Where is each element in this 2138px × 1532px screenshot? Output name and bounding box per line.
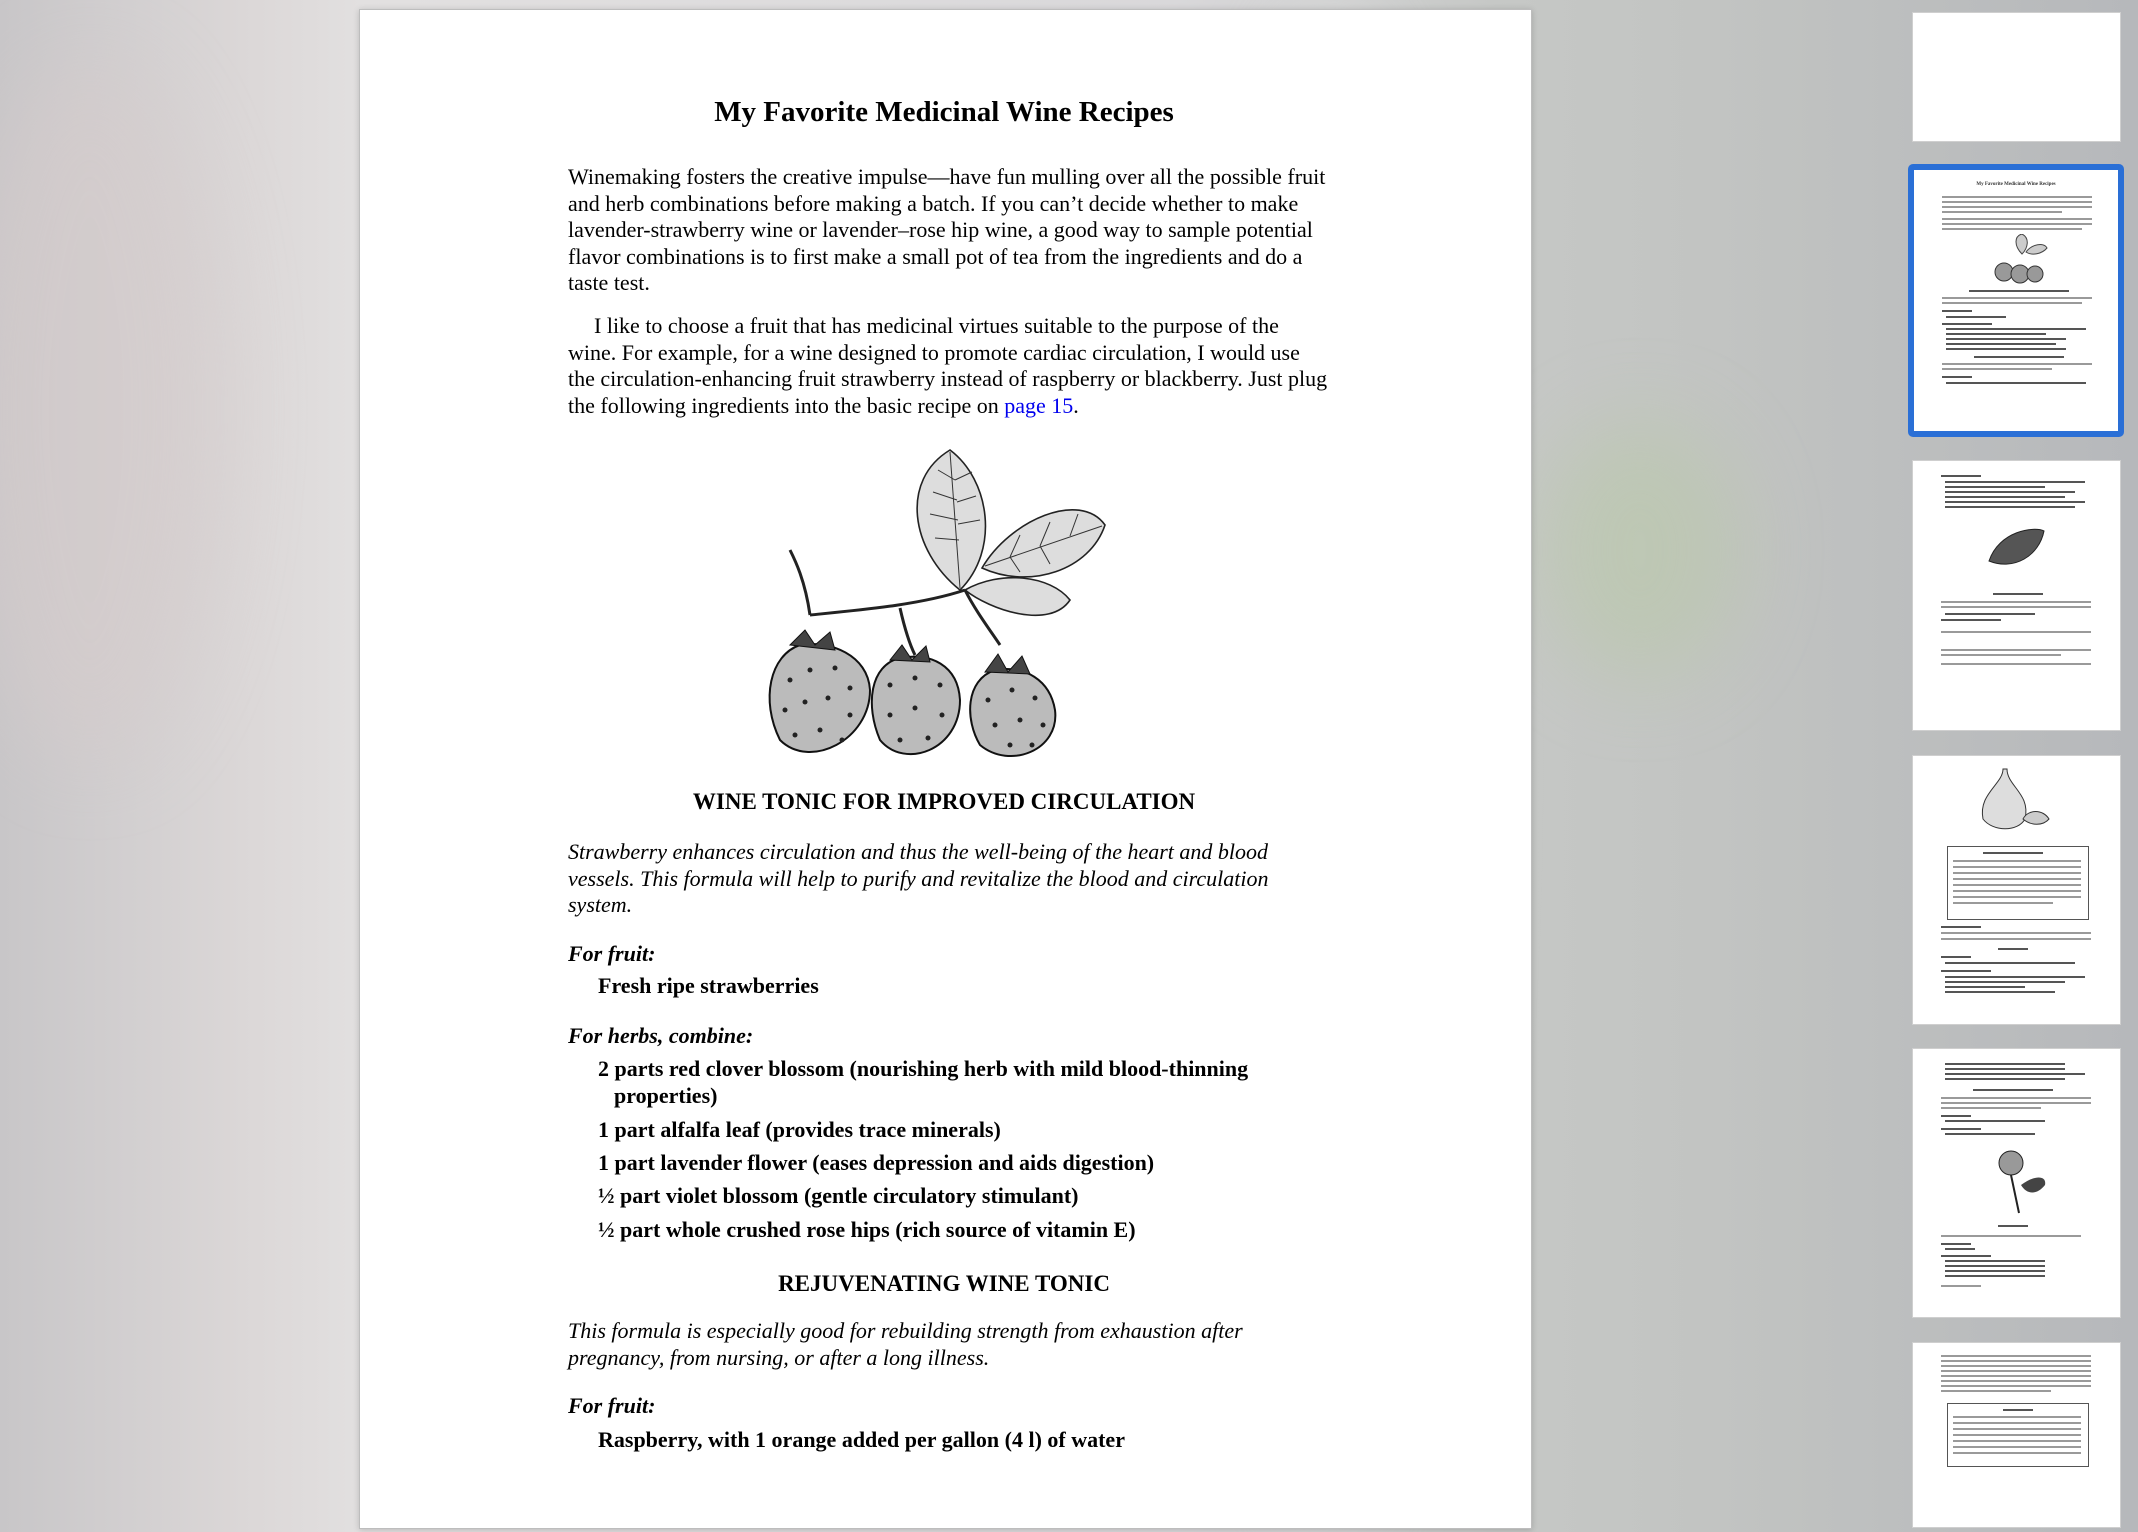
page-thumbnail-2[interactable] xyxy=(1908,164,2124,437)
strawberry-illustration xyxy=(750,440,1110,760)
fruit-item: Fresh ripe strawberries xyxy=(598,973,819,998)
second-paragraph xyxy=(568,313,1328,419)
thumbnail-flower-icon xyxy=(1989,1145,2049,1215)
herb-item: ½ part violet blossom (gentle circulatory stimulant) xyxy=(598,1183,1079,1208)
background-blur xyxy=(0,60,220,760)
fruit-label: For fruit: xyxy=(568,941,656,966)
page-thumbnail-1[interactable] xyxy=(1912,12,2121,142)
thumbnail-strawberry-icon xyxy=(1992,234,2048,284)
section-description-rejuvenating: This formula is especially good for rebuilding strength from exhaustion after pregnancy, from nursing, or after a long illness. xyxy=(568,1318,1243,1370)
background-blur xyxy=(1540,420,1740,680)
herb-item: 1 part alfalfa leaf (provides trace minerals) xyxy=(598,1117,1001,1142)
section-heading-circulation: WINE TONIC FOR IMPROVED CIRCULATION xyxy=(692,789,1196,814)
page-title: My Favorite Medicinal Wine Recipes xyxy=(714,96,1174,128)
page-thumbnail-5[interactable] xyxy=(1912,1048,2121,1318)
herbs-label: For herbs, combine: xyxy=(568,1023,754,1048)
document-page xyxy=(359,9,1532,1529)
strawberry-left xyxy=(770,644,870,752)
leaf-lower xyxy=(965,578,1070,616)
leaf-right xyxy=(982,510,1105,577)
intro-paragraph: Winemaking fosters the creative impulse—have fun mulling over all the possible fruit and herb combinations before making a batch. If you can’t decide whether to make lavender-strawberry wine or lavender–rose hip wine, a good way to sample potential flavor combinations is to first make a small pot of tea from the ingredients and do a taste test. xyxy=(568,164,1326,296)
strawberry-right xyxy=(970,669,1055,756)
herb-item: 2 parts red clover blossom (nourishing herb with mild blood-thinning properties) xyxy=(598,1056,1249,1108)
second-paragraph-end: . xyxy=(1073,392,1079,418)
page-thumbnail-6[interactable] xyxy=(1912,1342,2121,1528)
herb-item: 1 part lavender flower (eases depression and aids digestion) xyxy=(598,1150,1155,1175)
page-15-link[interactable]: page 15 xyxy=(1004,392,1074,418)
thumbnail-leaf-icon xyxy=(1979,521,2049,577)
fruit-label: For fruit: xyxy=(568,1393,656,1418)
thumbnail-garlic-icon xyxy=(1973,764,2053,834)
section-description-circulation: Strawberry enhances circulation and thus the well-being of the heart and blood vessels. This formula will help to purify and revitalize the blood and circulation system. xyxy=(568,839,1269,918)
fruit-item: Raspberry, with 1 orange added per gallon (4 l) of water xyxy=(598,1427,1125,1452)
page-thumbnail-3[interactable] xyxy=(1912,460,2121,731)
herb-item: ½ part whole crushed rose hips (rich source of vitamin E) xyxy=(598,1217,1136,1242)
page-thumbnail-4[interactable] xyxy=(1912,755,2121,1025)
strawberry-middle xyxy=(872,657,960,755)
thumbnail-title: My Favorite Medicinal Wine Recipes xyxy=(1976,182,2056,187)
section-heading-rejuvenating: REJUVENATING WINE TONIC xyxy=(778,1271,1110,1296)
second-paragraph-text: I like to choose a fruit that has medicinal virtues suitable to the purpose of the wine. For example, for a wine designed to promote cardiac circulation, I would use the circulation-enhancing fruit strawberry instead of raspberry or blackberry. Just plug the following ingredients into the basic recipe on xyxy=(568,313,1328,418)
